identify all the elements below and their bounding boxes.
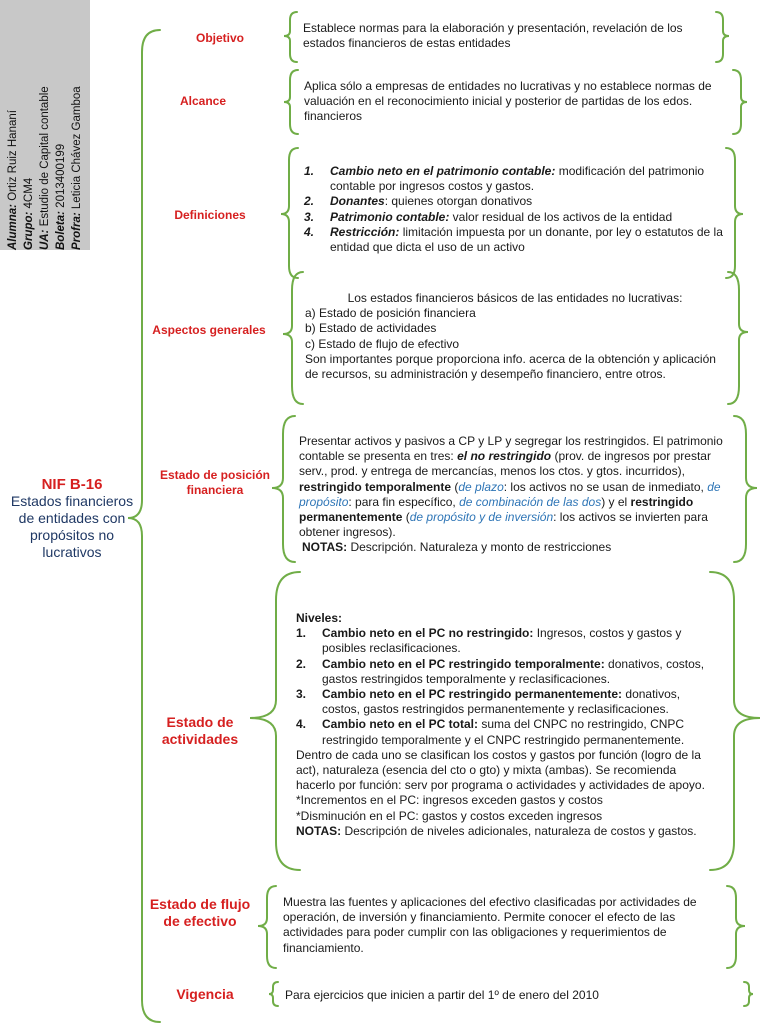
brace-left-definiciones (281, 148, 298, 278)
main-title (10, 476, 134, 561)
actividades-notas: NOTAS: Descripción de niveles adicionales, naturaleza de costos y gastos. (296, 823, 697, 838)
list-item: 3. Cambio neto en el PC restringido permanentemente: donativos, costos, gastos restringidos permanentemente y reclasificaciones. (296, 687, 681, 717)
box-posicion (299, 434, 731, 556)
brace-right-aspectos (728, 272, 748, 404)
box-definiciones (304, 164, 724, 255)
aspectos-intro: Los estados financieros básicos de las entidades no lucrativas: (347, 291, 683, 305)
niveles-heading: Niveles: (296, 611, 343, 625)
posicion-text: Presentar activos y pasivos a CP y LP y segregar los restringidos. El patrimonio contable se presenta en tres: el no restringido (prov. de ingresos por prestar serv., prod. y entrega de mercancías, menos los ctos. y gtos. incurridos), restringido temporalmente (de plazo: los activos no se usan de inmediato, de propósito: para fin específico, de combinación de las dos) y el restringido permanentemente (de propósito y de inversión: los activos se invierten para obtener ingresos). (299, 434, 723, 540)
actividades-p2: *Incrementos en el PC: ingresos exceden gastos y costos (296, 793, 603, 808)
label-flujo: Estado de flujo de efectivo (149, 896, 251, 929)
box-vigencia (285, 988, 735, 1003)
box-actividades (296, 611, 718, 839)
brace-left-vigencia (269, 982, 278, 1006)
student-info-text (5, 0, 85, 250)
label-vigencia: Vigencia (176, 986, 234, 1002)
box-alcance (304, 79, 730, 125)
box-flujo (283, 895, 723, 956)
profra-value: Leticia Chávez Gamboa (71, 86, 83, 210)
list-item: 2. Cambio neto en el PC restringido temporalmente: donativos, costos, gastos restringidos temporalmente y reclasificaciones. (296, 656, 705, 686)
title-code: NIF B-16 (41, 476, 103, 493)
brace-right-alcance (733, 70, 747, 134)
alcance-text: Aplica sólo a empresas de entidades no lucrativas y no establece normas de valuación en el reconocimiento inicial y posterior de partidas de los edos. financieros (304, 79, 712, 124)
brace-left-objetivo (284, 12, 297, 62)
brace-right-objetivo (716, 12, 729, 62)
actividades-p1: Dentro de cada uno se clasifican los costos y gastos por función (logro de la act), naturaleza (esencia del cto o gto) y mixta (ambas). Se recomienda hacerlo por función: serv por programa o actividades y actividades de apoyo. (296, 747, 705, 793)
brace-left-posicion (272, 416, 295, 562)
brace-left-flujo (258, 886, 276, 968)
ua-label: UA: (39, 229, 51, 250)
label-posicion: Estado de posición financiera (159, 468, 270, 497)
list-item: a) Estado de posición financiera (305, 306, 476, 321)
brace-right-definiciones (726, 148, 743, 278)
flujo-text: Muestra las fuentes y aplicaciones del efectivo clasificadas por actividades de operación, de inversión y financiamiento. Permite conocer el efecto de las actividades para poder cumplir con las obligaciones y requerimientos de financiamiento. (283, 895, 697, 955)
brace-left-aspectos (283, 272, 303, 404)
list-item: 4. Restricción: limitación impuesta por un donante, por ley o estatutos de la entidad que dicta el uso de un activo (304, 224, 723, 255)
aspectos-outro: Son importantes porque proporciona info. acerca de la obtención y aplicación de recursos, su administración y desempeño financiero, entre otros. (305, 351, 716, 382)
list-item: 2. Donantes: quienes otorgan donativos (304, 194, 533, 209)
list-item: c) Estado de flujo de efectivo (305, 336, 460, 351)
box-aspectos (305, 291, 725, 382)
boleta-value: 2013400199 (55, 143, 67, 208)
vigencia-text: Para ejercicios que inicien a partir del 1º de enero del 2010 (285, 988, 599, 1002)
label-objetivo: Objetivo (195, 31, 244, 45)
box-objetivo (303, 21, 715, 51)
boleta-label: Boleta: (55, 211, 67, 250)
posicion-notas: NOTAS: Descripción. Naturaleza y monto de restricciones (302, 540, 612, 555)
list-item: 3. Patrimonio contable: valor residual de los activos de la entidad (304, 209, 673, 224)
definiciones-list (304, 164, 724, 255)
label-alcance: Alcance (179, 94, 227, 108)
niveles-list (296, 626, 718, 748)
list-item: 1. Cambio neto en el patrimonio contable: modificación del patrimonio contable por ingresos costos y gastos. (304, 164, 705, 194)
profra-label: Profra: (71, 212, 83, 250)
label-definiciones: Definiciones (174, 208, 246, 222)
alumna-value: Ortiz Ruiz Hananí (7, 110, 19, 201)
grupo-value: 4CM4 (23, 177, 35, 209)
brace-right-vigencia (744, 982, 753, 1006)
grupo-label: Grupo: (23, 211, 35, 250)
ua-value: Estudio de Capital contable (39, 86, 51, 227)
actividades-p3: *Disminución en el PC: gastos y costos exceden ingresos (296, 808, 603, 823)
alumna-label: Alumna: (7, 204, 19, 250)
label-aspectos: Aspectos generales (152, 323, 266, 337)
label-actividades: Estado de actividades (161, 714, 239, 747)
title-subtitle: Estados financieros de entidades con propósitos no lucrativos (10, 493, 134, 560)
list-item: 4. Cambio neto en el PC total: suma del CNPC no restringido, CNPC restringido temporalmente y el CNPC restringido permanentemente. (296, 717, 685, 747)
brace-right-flujo (727, 886, 745, 968)
objetivo-text: Establece normas para la elaboración y presentación, revelación de los estados financieros de estas entidades (303, 21, 683, 51)
list-item: b) Estado de actividades (305, 321, 437, 336)
brace-right-posicion (734, 416, 757, 562)
list-item: 1. Cambio neto en el PC no restringido: Ingresos, costos y gastos y posibles reclasificaciones. (296, 626, 682, 656)
brace-left-alcance (284, 70, 298, 134)
